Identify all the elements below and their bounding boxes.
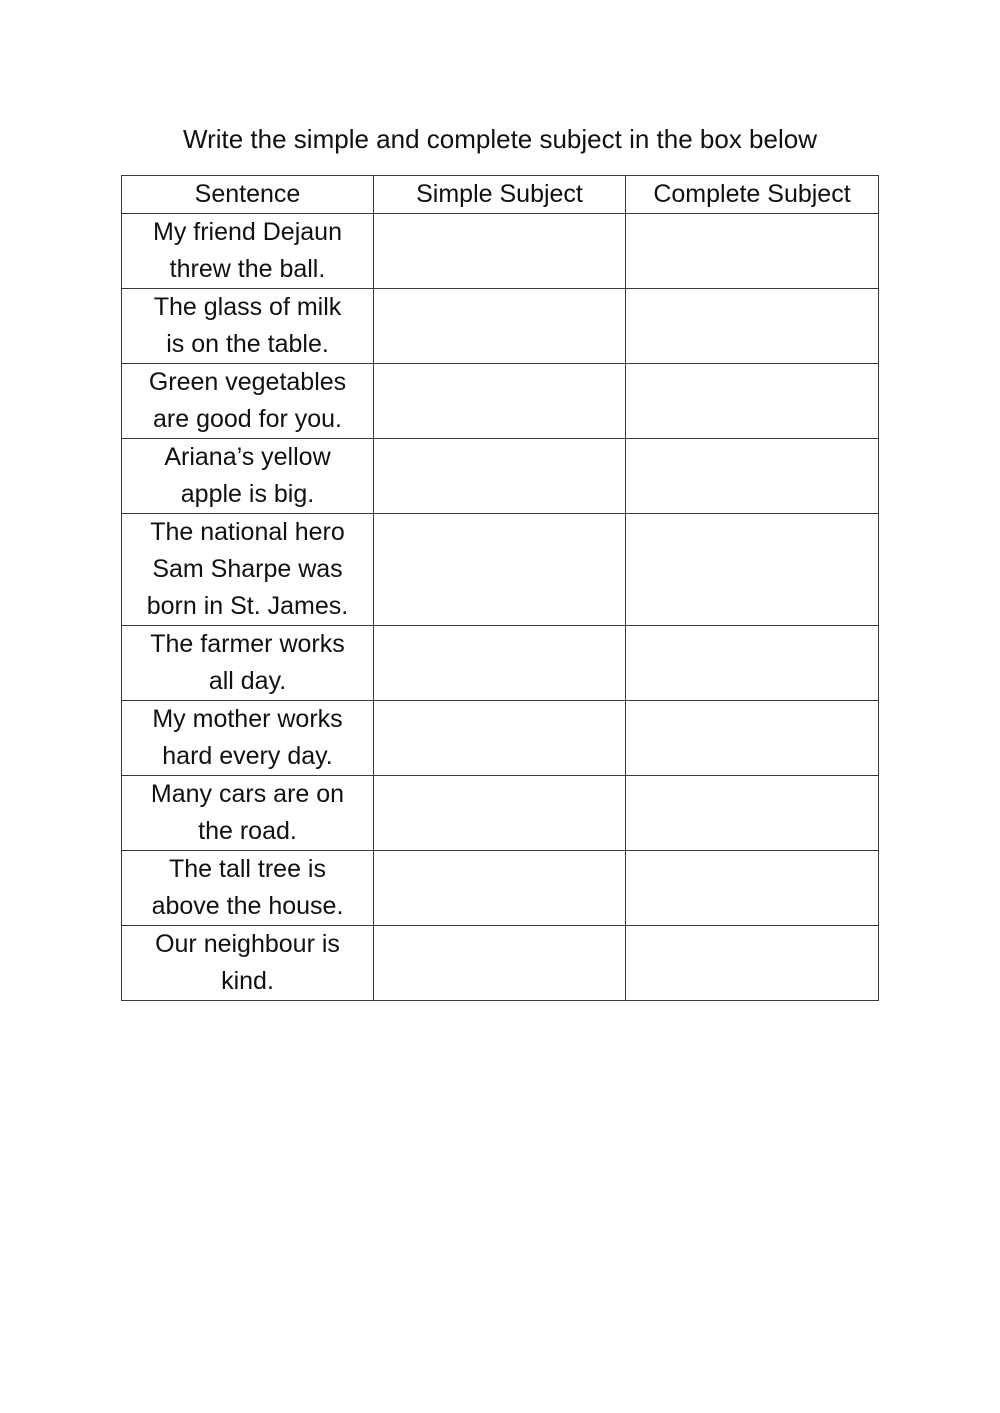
sentence-line: is on the table. <box>166 330 329 358</box>
complete-subject-answer-cell[interactable] <box>626 289 879 364</box>
sentence-cell <box>122 289 374 364</box>
sentence-cell <box>122 776 374 851</box>
sentence-line: kind. <box>221 967 274 995</box>
sentence-line: The farmer works <box>150 630 345 658</box>
complete-subject-answer-cell[interactable] <box>626 514 879 626</box>
table-row <box>122 701 879 776</box>
table-header-row <box>122 176 879 214</box>
sentence-line: Ariana’s yellow <box>164 443 331 471</box>
complete-subject-answer-cell[interactable] <box>626 776 879 851</box>
sentence-line: the road. <box>198 817 297 845</box>
simple-subject-answer-cell[interactable] <box>374 926 626 1001</box>
simple-subject-answer-cell[interactable] <box>374 776 626 851</box>
subject-table <box>121 175 879 1001</box>
sentence-cell <box>122 626 374 701</box>
header-complete-subject: Complete Subject <box>626 176 879 214</box>
sentence-line: above the house. <box>151 892 344 920</box>
header-sentence: Sentence <box>122 176 374 214</box>
sentence-cell <box>122 701 374 776</box>
complete-subject-answer-cell[interactable] <box>626 701 879 776</box>
sentence-line: The tall tree is <box>168 855 326 883</box>
sentence-line: The glass of milk <box>153 293 342 321</box>
sentence-cell <box>122 214 374 289</box>
worksheet-title: Write the simple and complete subject in the box below <box>183 124 817 154</box>
sentence-cell <box>122 514 374 626</box>
sentence-line: are good for you. <box>152 405 342 433</box>
simple-subject-answer-cell[interactable] <box>374 439 626 514</box>
table-row <box>122 514 879 626</box>
sentence-line: My mother works <box>152 705 343 733</box>
sentence-cell <box>122 439 374 514</box>
complete-subject-answer-cell[interactable] <box>626 851 879 926</box>
sentence-line: Sam Sharpe was <box>152 555 343 583</box>
sentence-cell <box>122 364 374 439</box>
header-simple-subject: Simple Subject <box>374 176 626 214</box>
sentence-line: My friend Dejaun <box>153 218 342 246</box>
sentence-line: apple is big. <box>180 480 315 508</box>
sentence-line: all day. <box>208 667 287 695</box>
table-row <box>122 776 879 851</box>
complete-subject-answer-cell[interactable] <box>626 214 879 289</box>
sentence-cell <box>122 926 374 1001</box>
simple-subject-answer-cell[interactable] <box>374 214 626 289</box>
complete-subject-answer-cell[interactable] <box>626 364 879 439</box>
sentence-line: threw the ball. <box>169 255 326 283</box>
table-row <box>122 364 879 439</box>
table-row <box>122 851 879 926</box>
table-row <box>122 289 879 364</box>
sentence-line: Green vegetables <box>148 368 347 396</box>
simple-subject-answer-cell[interactable] <box>374 289 626 364</box>
simple-subject-answer-cell[interactable] <box>374 626 626 701</box>
table-row <box>122 926 879 1001</box>
sentence-line: The national hero <box>150 518 345 546</box>
sentence-cell <box>122 851 374 926</box>
sentence-line: hard every day. <box>162 742 333 770</box>
simple-subject-answer-cell[interactable] <box>374 851 626 926</box>
complete-subject-answer-cell[interactable] <box>626 926 879 1001</box>
complete-subject-answer-cell[interactable] <box>626 439 879 514</box>
table-row <box>122 214 879 289</box>
table-row <box>122 626 879 701</box>
sentence-line: Our neighbour is <box>155 930 340 958</box>
table-row <box>122 439 879 514</box>
simple-subject-answer-cell[interactable] <box>374 364 626 439</box>
complete-subject-answer-cell[interactable] <box>626 626 879 701</box>
simple-subject-answer-cell[interactable] <box>374 514 626 626</box>
sentence-line: Many cars are on <box>150 780 345 808</box>
simple-subject-answer-cell[interactable] <box>374 701 626 776</box>
sentence-line: born in St. James. <box>146 592 349 620</box>
